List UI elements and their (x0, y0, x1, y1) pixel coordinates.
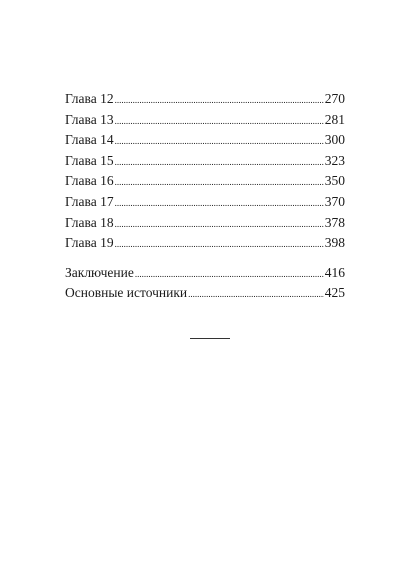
toc-entry-title: Глава 18 (65, 214, 114, 230)
toc-entry[interactable] (65, 233, 345, 254)
toc-entry-title: Глава 14 (65, 132, 114, 148)
toc-entry-page: 323 (324, 152, 345, 168)
table-of-contents (65, 89, 345, 304)
toc-entry[interactable] (65, 130, 345, 151)
toc-entry-title: Основные источники (65, 285, 188, 301)
toc-entry[interactable] (65, 151, 345, 172)
toc-entry-title: Глава 17 (65, 193, 114, 209)
toc-entry-title: Заключение (65, 264, 134, 280)
toc-dot-leader (115, 152, 324, 173)
toc-entry-page: 350 (324, 173, 345, 189)
toc-dot-leader (115, 131, 324, 152)
toc-entry-title: Глава 16 (65, 173, 114, 189)
toc-back-matter (65, 263, 345, 304)
toc-entry-title: Глава 19 (65, 235, 114, 251)
toc-entry-page: 378 (324, 214, 345, 230)
toc-dot-leader (115, 172, 324, 193)
toc-dot-leader (115, 234, 324, 255)
toc-entry-page: 425 (324, 285, 345, 301)
toc-entry-title: Глава 13 (65, 111, 114, 127)
toc-entry[interactable] (65, 171, 345, 192)
toc-dot-leader (115, 111, 324, 132)
toc-entry[interactable] (65, 213, 345, 234)
toc-entry[interactable] (65, 110, 345, 131)
toc-entry[interactable] (65, 89, 345, 110)
toc-entry-page: 370 (324, 193, 345, 209)
toc-entry-title: Глава 12 (65, 91, 114, 106)
toc-dot-leader (115, 214, 324, 235)
toc-entry-page: 398 (324, 235, 345, 251)
toc-entry-page: 300 (324, 132, 345, 148)
toc-entry-page: 416 (324, 264, 345, 280)
toc-entry[interactable] (65, 263, 345, 284)
toc-entry-page: 281 (324, 111, 345, 127)
toc-entry[interactable] (65, 283, 345, 304)
toc-chapters (65, 89, 345, 254)
section-end-rule (190, 338, 230, 339)
toc-dot-leader (135, 264, 324, 285)
toc-entry[interactable] (65, 192, 345, 213)
toc-entry-page: 270 (324, 91, 345, 106)
toc-dot-leader (115, 90, 324, 111)
toc-entry-title: Глава 15 (65, 152, 114, 168)
toc-dot-leader (188, 284, 324, 305)
toc-dot-leader (115, 193, 324, 214)
